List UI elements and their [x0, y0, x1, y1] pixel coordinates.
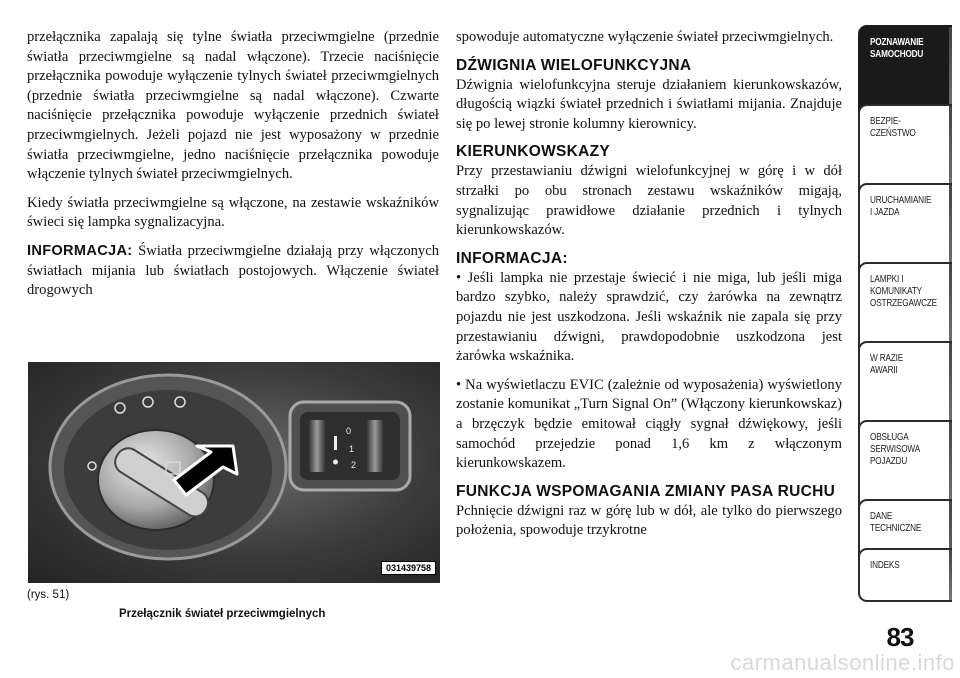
right-column [456, 28, 842, 541]
dial-mark: 2 [351, 460, 357, 470]
page-number: 83 [886, 622, 914, 652]
paragraph: Pchnięcie dźwigni raz w górę lub w dół, ale tylko do pierwszego położenia, spowoduje trzykrotne [456, 502, 842, 539]
paragraph: przełącznika zapalają się tylne światła przeciwmgielne (przednie światła przeciwmgielne są nadal włączone). Trzecie naciśnięcie przełącznika powoduje wyłączenie tylnych świateł przeciwmgielnych (przednie światła przeciwmgielne są nadal włączone). Czwarte naciśnięcie przełącznika powoduje wyłączenie przednich świateł przeciwmgielnych. Jeżeli pojazd nie jest wyposażony w przednie światła przeciwmgielne, jedno naciśnięcie przełącznika powoduje włączenie tylnych świateł przeciwmgielnych. [27, 29, 439, 183]
paragraph: • Jeśli lampka nie przestaje świecić i nie miga, lub jeśli miga bardzo szybko, należy sprawdzić, czy żarówka na zewnątrz pojazdu nie jest uszkodzona. Jeśli wskaźnik nie zapala się przy przestawianiu dźwigni, prawdopodobnie uszkodzona jest żarówka wskaźnika. [456, 269, 842, 365]
fog-light-switch-figure [28, 362, 440, 583]
tab-label: POZNAWANIE SAMOCHODU [870, 37, 924, 60]
dial-mark: 1 [349, 444, 355, 454]
section-heading: KIERUNKOWSKAZY [456, 143, 611, 161]
tab-label: BEZPIE- CZEŃSTWO [870, 116, 916, 139]
paragraph: Dźwignia wielofunkcyjna steruje działaniem kierunkowskazów, długością wiązki świateł przednich i światłami mijania. Znajduje się po lewej stronie kolumny kierownicy. [456, 76, 842, 132]
figure-caption-title: Przełącznik świateł przeciwmgielnych [119, 608, 326, 620]
tab-label: OBSŁUGA SERWISOWA POJAZDU [870, 432, 921, 467]
tab-label: W RAZIE AWARII [870, 353, 904, 376]
info-text: Światła przeciwmgielne działają przy włączonych światłach mijania lub światłach postojowych. Włączenie świateł drogowych [27, 242, 439, 299]
figure-illustration [28, 362, 440, 583]
left-column [27, 28, 439, 310]
figure-caption-number: (rys. 51) [27, 589, 70, 601]
paragraph: • Na wyświetlaczu EVIC (zależnie od wyposażenia) wyświetlony zostanie komunikat „Turn Signal On” (Włączony kierunkowskaz) a brzęczyk będzie emitował ciągły sygnał dźwiękowy, jeśli samochód przejedzie ponad 1,6 km z włączonym kierunkowskazem. [456, 376, 842, 472]
chapter-tabs [858, 0, 960, 678]
figure-code: 031439758 [381, 561, 436, 575]
section-heading: FUNKCJA WSPOMAGANIA ZMIANY PASA RUCHU [456, 482, 836, 500]
section-heading: DŹWIGNIA WIELOFUNKCYJNA [456, 56, 692, 74]
tab-indeks[interactable] [858, 548, 952, 602]
tab-label: DANE TECHNICZNE [870, 511, 922, 534]
info-heading: INFORMACJA: [456, 249, 568, 267]
watermark: carmanualsonline.info [730, 650, 955, 675]
tab-label: INDEKS [870, 560, 900, 571]
dial-mark: 0 [346, 426, 352, 436]
paragraph: spowoduje automatyczne wyłączenie świateł przeciwmgielnych. [456, 29, 834, 45]
paragraph-info [27, 242, 439, 301]
tab-label: URUCHAMIANIE I JAZDA [870, 195, 932, 218]
tab-label: LAMPKI I KOMUNIKATY OSTRZEGAWCZE [870, 274, 937, 309]
paragraph: Kiedy światła przeciwmgielne są włączone, na zestawie wskaźników świeci się lampka sygnalizacyjna. [27, 194, 439, 231]
paragraph: Przy przestawianiu dźwigni wielofunkcyjnej w górę i w dół strzałki po obu stronach zestawu wskaźników migają, sygnalizując prawidłowe działanie przednich i tylnych kierunkowskazów. [456, 163, 842, 239]
info-label: INFORMACJA: [27, 242, 133, 259]
